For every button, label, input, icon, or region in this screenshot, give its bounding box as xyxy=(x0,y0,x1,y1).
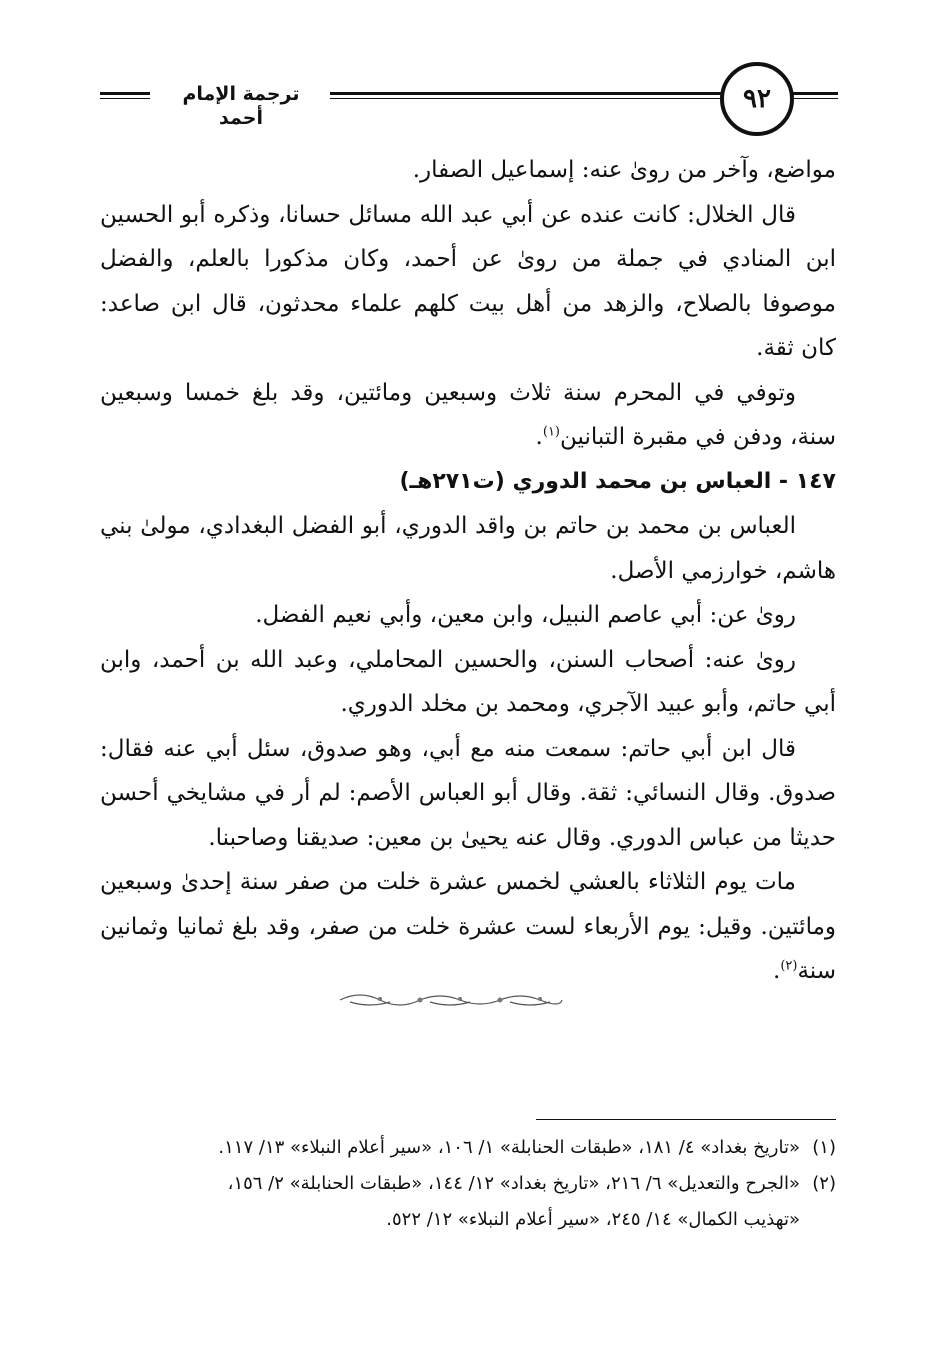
footnotes xyxy=(100,1130,836,1238)
paragraph-8-text: مات يوم الثلاثاء بالعشي لخمس عشرة خلت من صفر سنة إحدىٰ وسبعين ومائتين. وقيل: يوم الأربعاء لست عشرة خلت من صفر، وقد بلغ ثمانيا وثمانين سنة xyxy=(100,869,836,984)
paragraph-2: قال الخلال: كانت عنده عن أبي عبد الله مسائل حسانا، وذكره أبو الحسين ابن المنادي في جملة من رویٰ عن أحمد، وكان مذكورا بالعلم، والفضل موصوفا بالصلاح، والزهد من أهل بيت كلهم علماء محدثون، قال ابن صاعد: كان ثقة. xyxy=(100,201,836,361)
footnote-ref-1: (١) xyxy=(542,424,560,440)
footnote-ref-2: (٢) xyxy=(780,958,798,974)
running-title: ترجمة الإمام أحمد xyxy=(182,83,300,129)
footnote-text: «تاريخ بغداد» ٤/ ١٨١، «طبقات الحنابلة» ١/ ١٠٦، «سير أعلام النبلاء» ١٣/ ١١٧. xyxy=(218,1137,800,1158)
paragraph-8-end: . xyxy=(773,958,781,984)
paragraph-7: قال ابن أبي حاتم: سمعت منه مع أبي، وهو صدوق، سئل أبي عنه فقال: صدوق. وقال النسائي: ثقة. وقال أبو العباس الأصم: لم أر في مشايخي أحسن حديثا من عباس الدوري. وقال عنه يحيىٰ بن معين: صديقنا وصاحبنا. xyxy=(100,735,836,851)
footnote-2-continuation: «تهذيب الكمال» ١٤/ ٢٤٥، «سير أعلام النبلاء» ١٢/ ٥٢٢. xyxy=(386,1209,800,1230)
footnote-2 xyxy=(100,1166,836,1202)
footnote-text: «الجرح والتعديل» ٦/ ٢١٦، «تاريخ بغداد» ١٢/ ١٤٤، «طبقات الحنابلة» ٢/ ١٥٦، xyxy=(227,1173,800,1194)
page-number: ٩٢ xyxy=(720,62,794,136)
entry-heading: ١٤٧ - العباس بن محمد الدوري (ت٢٧١هـ) xyxy=(399,468,836,494)
paragraph-8 xyxy=(100,860,836,994)
header-rule-right xyxy=(790,92,838,99)
paragraph-6: رویٰ عنه: أصحاب السنن، والحسين المحاملي، وعبد الله بن أحمد، وابن أبي حاتم، وأبو عبيد الآجري، ومحمد بن مخلد الدوري. xyxy=(100,646,836,717)
footnote-number: (١) xyxy=(812,1137,836,1158)
page-header xyxy=(100,62,840,142)
main-text xyxy=(100,148,836,994)
header-rule-middle xyxy=(330,92,728,99)
paragraph-5: رویٰ عن: أبي عاصم النبيل، وابن معين، وأبي نعيم الفضل. xyxy=(255,602,796,628)
footnote-separator xyxy=(536,1119,836,1120)
ornament-divider xyxy=(330,988,570,1008)
paragraph-4: العباس بن محمد بن حاتم بن واقد الدوري، أبو الفضل البغدادي، مولىٰ بني هاشم، خوارزمي الأصل. xyxy=(100,513,836,584)
paragraph-3 xyxy=(100,371,836,460)
header-rule-left xyxy=(100,92,150,99)
footnote-1 xyxy=(100,1130,836,1166)
paragraph-1: مواضع، وآخر من رویٰ عنه: إسماعيل الصفار. xyxy=(412,157,836,183)
paragraph-3-end: . xyxy=(535,424,543,450)
paragraph-3-text: وتوفي في المحرم سنة ثلاث وسبعين ومائتين، وقد بلغ خمسا وسبعين سنة، ودفن في مقبرة التبانين xyxy=(100,379,836,450)
footnote-number: (٢) xyxy=(812,1173,836,1194)
